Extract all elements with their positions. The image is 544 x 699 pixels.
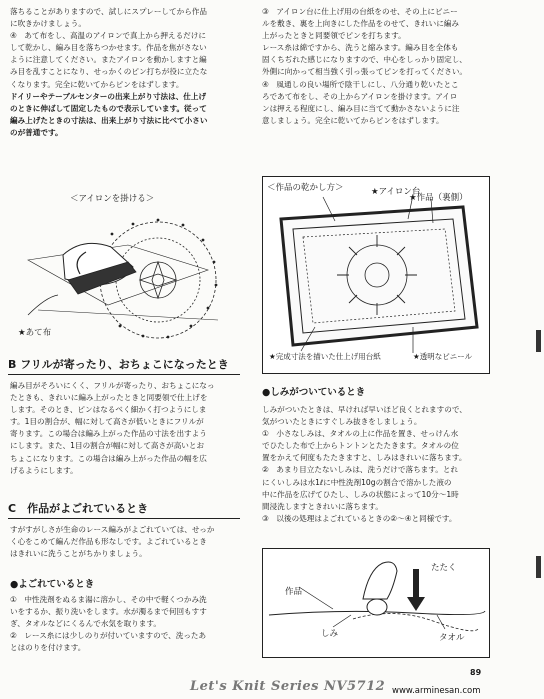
page-edge-mark (536, 330, 541, 352)
watermark-url: www.arminesan.com (392, 686, 481, 696)
text-line: 編み目がそろいにくく、フリルが寄ったり、おちょこになっ (10, 381, 215, 390)
text-line: に吹きかけましょう。 (10, 19, 86, 29)
text-line: ① 小さなしみは、タオルの上に作品を置き、せっけん水 (262, 429, 459, 439)
text-line: 置をかえて何度もたたきますと、しみはきれいに落ちます。 (262, 453, 467, 463)
text-line: ② あまり目立たないしみは、洗うだけで落ちます。とれ (262, 465, 459, 475)
figure2-title: ＜作品の乾かし方＞ (267, 183, 344, 193)
text-line: ③ 以後の処理はよごれているときの②〜④と同様です。 (262, 513, 457, 523)
text-line: いをするか、振り洗いをします。水が濁るまで何回もすす (10, 607, 207, 617)
text-line: ④ あて布をし、高温のアイロンで真上から押えるだけに (10, 31, 206, 41)
text-line: ④ 風通しの良い場所で陰干しにし、八分通り乾いたとこ (262, 79, 459, 89)
text-line: にします。また、1目の割合が幅に対して高さが高いとお (10, 441, 205, 451)
text-line: ルを敷き、裏を上向きにした作品をのせて、きれいに編み (262, 19, 459, 29)
text-line: ① 中性洗剤をぬるま湯に溶かし、その中で軽くつかみ洗 (10, 595, 207, 604)
text-line: しみがついたときは、早ければ早いほど良くとれますので、 (262, 405, 467, 414)
text-line: くなります。完全に乾いてからピンをはずします。 (10, 79, 184, 89)
text-line: ちょこになります。この場合は編み上がった作品の幅を広 (10, 453, 207, 463)
text-line: して乾かし、編み目を落ちつかせます。作品を焦がさない (10, 43, 207, 53)
text-line: たときも、きれいに編み上がったときと同要領で仕上げを (10, 393, 208, 403)
text-line: ぎ、タオルなどにくるんで水気を取ります。 (10, 619, 161, 629)
text-line: 寄ります。この場合は編み上がった作品の寸法を出すよう (10, 429, 207, 439)
ironing-figure (8, 190, 240, 345)
stain-body (262, 404, 494, 525)
right-intro-text (262, 6, 490, 127)
text-line: く心をこめて編んだ作品も形なしです。よごれているとき (10, 537, 207, 547)
figure1-label-cloth: ★あて布 (18, 328, 52, 338)
figure2-label-vinyl: ★透明なビニール (413, 352, 473, 361)
figure3-label-tap: たたく (431, 563, 457, 573)
series-title: Let's Knit Series NV5712 (190, 679, 386, 694)
left-intro-text (10, 6, 242, 139)
ironing-illustration (8, 190, 240, 345)
stain-subheading: ●しみがついているとき (262, 387, 366, 398)
text-line: 意しましょう。完全に乾いてからピンをはずします。 (262, 115, 444, 125)
bold-note-line: ドイリーやテーブルセンターの出来上がり寸法は、仕上げ (10, 91, 207, 101)
text-line: げるようにします。 (10, 465, 78, 475)
text-line: ろであて布をし、その上からアイロンを掛けます。アイロ (262, 91, 458, 101)
text-line: 気がついたときにすぐしみ抜きをしましょう。 (262, 417, 422, 427)
page-edge-mark (536, 556, 541, 578)
text-line: はきれいに洗うことがちかりましょう。 (10, 549, 147, 559)
figure2-label-work: ★作品（裏側） (409, 193, 468, 203)
bold-note-line: のが普通です。 (10, 127, 63, 137)
text-line: 落ちることがありますので、試しにスプレーしてから作品 (10, 7, 207, 16)
tapping-figure (262, 548, 490, 658)
text-line: 中に作品を広げてひたし、しみの状態によって10分〜1時 (262, 489, 459, 499)
text-line: レース糸は綿ですから、洗うと縮みます。編み目を全体も (262, 43, 459, 53)
dirty-body (10, 594, 242, 654)
figure3-label-stain: しみ (321, 629, 339, 639)
figure3-label-work: 作品 (285, 587, 303, 597)
text-line: 固くちぢれた感じになりますので、中心をしっかり固定し、 (262, 55, 467, 65)
text-line: す。1目の割合が、幅に対して高さが低いときにフリルが (10, 417, 204, 427)
text-line: します。そのとき、ピンはなるべく細かく打つようにしま (10, 405, 207, 415)
section-c-heading: C 作品がよごれているとき (8, 500, 240, 519)
figure3-label-towel: タオル (439, 633, 465, 643)
text-line: 間浸洗しますときれいに落ちます。 (262, 501, 383, 511)
figure2-label-paper: ★完成寸法を描いた仕上げ用台紙 (269, 352, 381, 361)
text-line: ② レース糸には少しのりが付いていますので、洗ったあ (10, 631, 207, 641)
page-number: 89 (470, 668, 482, 677)
text-line: ③ アイロン台に仕上げ用の台紙をのせ、その上にビニー (262, 7, 458, 16)
dirty-subheading: ●よごれているとき (10, 579, 95, 590)
text-line: 上がったときと同要領でピンを打ちます。 (262, 31, 406, 41)
text-line: すがすがしさが生命のレース編みがよごれていては、せっか (10, 525, 215, 534)
figure1-title: ＜アイロンを掛ける＞ (70, 194, 155, 204)
page-footer (0, 668, 544, 699)
figure2-label-ironing-board: ★アイロン台 (371, 187, 421, 197)
text-line: でひたした布で上からトントンとたたきます。タオルの位 (262, 441, 459, 451)
section-b-body (10, 380, 242, 477)
section-c-body (10, 524, 242, 560)
text-line: み目を乱すことになり、せっかくのピン打ちが役に立たな (10, 67, 208, 77)
drying-figure (262, 176, 490, 374)
bold-note-line: のときに伸ばして固定したもので表示しています。従って (10, 103, 207, 113)
drying-illustration (263, 177, 489, 373)
text-line: にくいしみは水1ℓに中性洗剤10gの割合で溶かした液の (262, 477, 452, 487)
text-line: 外側に向かって相当強く引っ張ってピンを打ってください。 (262, 67, 468, 77)
text-line: ように注意してください。またアイロンを動かしますと編 (10, 55, 207, 65)
text-line: ンは押える程度にし、編み目に当てて動かさないように注 (262, 103, 460, 113)
text-line: とはのりを付けます。 (10, 643, 86, 653)
bold-note-line: 編み上げたときの寸法は、出来上がり寸法に比べて小さい (10, 115, 208, 125)
section-b-heading: B フリルが寄ったり、おちょこになったとき (8, 356, 240, 375)
